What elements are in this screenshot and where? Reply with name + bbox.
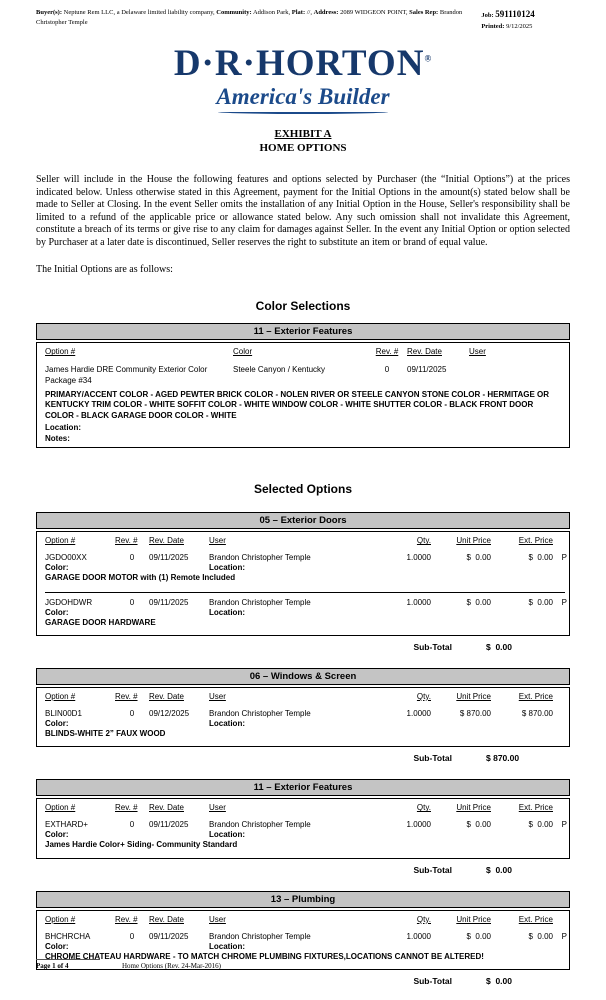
address-value: 2089 WIDGEON POINT, <box>338 9 410 16</box>
row-option-code: JGDOHDWR <box>45 597 93 607</box>
job-label: Job: <box>481 12 496 19</box>
cs-rev-date-value: 09/11/2025 <box>407 365 447 375</box>
header-meta-right <box>481 8 570 31</box>
col-user: User <box>209 914 226 924</box>
color-selections-section-bar: 11 – Exterior Features <box>36 323 570 340</box>
row-rev: 0 <box>129 931 135 941</box>
home-options-title: HOME OPTIONS <box>259 142 347 155</box>
row-unit-price: $ 0.00 <box>466 820 491 830</box>
col-user: User <box>209 691 226 701</box>
intro-paragraph: Seller will include in the House the following features and options selected by Purchaser (the “Initial Options”) at the prices indicated below. Unless otherwise stated in this Agreement, payment for the Initial Options in the amount(s) stated below shall be made to Seller at Closing. In the event Seller omits the installation of any Initial Option in the House, Seller's responsibility shall be limited to a refund of the applicable price or allowance stated below. Any such omission shall not invalidate this Agreement, constitute a breach of its terms or give rise to any claim for damages against Seller. In the event any Initial Option or option selected by Purchaser at a later date is discontinued, Seller reserves the right to substitute an item or brand of equal value. <box>36 174 570 248</box>
row-ext-price: $ 0.00 <box>528 597 553 607</box>
color-label: Color: <box>45 941 69 951</box>
row-user: Brandon Christopher Temple <box>209 820 311 830</box>
row-user: Brandon Christopher Temple <box>209 597 311 607</box>
col-ext-price: Ext. Price <box>518 536 553 546</box>
row-ext-price: $ 0.00 <box>528 931 553 941</box>
location-label: Location: <box>209 830 245 840</box>
col-option: Option # <box>45 914 76 924</box>
footer-page-number: Page 1 of 4 <box>36 962 69 970</box>
address-label: Address: <box>313 9 339 16</box>
section-05-body <box>36 531 570 636</box>
salesrep-label: Sales Rep: <box>409 9 439 16</box>
row-rev: 0 <box>129 597 135 607</box>
row-rev: 0 <box>129 553 135 563</box>
col-ext-price: Ext. Price <box>518 691 553 701</box>
option-row <box>45 927 565 965</box>
color-selections-table <box>36 323 570 448</box>
col-ext-price: Ext. Price <box>518 803 553 813</box>
row-unit-price: $ 0.00 <box>466 931 491 941</box>
plat-label: Plat: <box>291 9 306 16</box>
row-option-code: BHCHRCHA <box>45 931 91 941</box>
logo-tagline: America's Builder <box>216 84 390 110</box>
color-label: Color: <box>45 563 69 573</box>
row-flag <box>553 709 567 718</box>
col-unit-price: Unit Price <box>456 536 491 546</box>
footer-rule <box>36 959 100 960</box>
subtotal-amount: $ 870.00 <box>486 753 520 764</box>
row-qty: 1.0000 <box>406 597 431 607</box>
subtotal-label: Sub-Total <box>413 753 452 764</box>
col-rev: Rev. # <box>115 691 138 701</box>
section-11-column-headers <box>45 802 565 815</box>
row-option-code: JGDO00XX <box>45 553 87 563</box>
col-option: Option # <box>45 347 76 357</box>
community-label: Community: <box>216 9 252 16</box>
row-flag: P <box>561 820 567 830</box>
plat-value: //, <box>305 9 314 16</box>
col-unit-price: Unit Price <box>456 691 491 701</box>
col-qty: Qty. <box>416 691 431 701</box>
col-rev-date: Rev. Date <box>149 536 184 546</box>
col-rev: Rev. # <box>375 347 399 357</box>
selected-options-heading: Selected Options <box>253 482 353 497</box>
printed-label: Printed: <box>481 22 507 30</box>
header-meta <box>36 8 570 31</box>
row-ext-price: $ 870.00 <box>521 708 553 718</box>
row-qty: 1.0000 <box>406 708 431 718</box>
exhibit-title-block <box>36 128 570 154</box>
col-option: Option # <box>45 536 76 546</box>
company-logo <box>36 45 570 114</box>
subtotal-label: Sub-Total <box>413 641 452 652</box>
col-rev: Rev. # <box>115 803 138 813</box>
section-05-subtotal <box>36 642 570 652</box>
row-user: Brandon Christopher Temple <box>209 553 311 563</box>
col-rev: Rev. # <box>115 536 138 546</box>
col-rev-date: Rev. Date <box>149 691 184 701</box>
exhibit-a-title: EXHIBIT A <box>274 128 332 141</box>
location-label: Location: <box>209 718 245 728</box>
section-06-column-headers <box>45 691 565 704</box>
salesrep-value: Brandon Christopher Temple <box>36 9 463 26</box>
row-rev-date: 09/11/2025 <box>149 553 189 563</box>
option-row <box>45 704 565 742</box>
col-rev: Rev. # <box>115 914 138 924</box>
section-06-body <box>36 687 570 747</box>
printed-value: 9/12/2025 <box>506 22 533 30</box>
row-rev: 0 <box>129 708 135 718</box>
cs-location-label: Location: <box>45 423 81 433</box>
footer-doc-revision: Home Options (Rev. 24-Mar-2016) <box>122 962 221 970</box>
subtotal-amount: $ 0.00 <box>486 864 512 875</box>
section-06-subtotal <box>36 753 570 763</box>
location-label: Location: <box>209 941 245 951</box>
section-11-subtotal <box>36 865 570 875</box>
row-unit-price: $ 0.00 <box>466 597 491 607</box>
page-footer <box>36 962 221 970</box>
buyers-label: Buyer(s): <box>36 9 62 16</box>
option-row <box>45 815 565 853</box>
row-description: GARAGE DOOR MOTOR with (1) Remote Included <box>45 573 236 583</box>
row-option-code: BLIN00D1 <box>45 708 82 718</box>
section-06-bar: 06 – Windows & Screen <box>36 668 570 685</box>
color-selections-row <box>45 359 565 388</box>
row-user: Brandon Christopher Temple <box>209 931 311 941</box>
section-11-body <box>36 798 570 858</box>
row-flag: P <box>561 597 567 607</box>
location-label: Location: <box>209 563 245 573</box>
col-unit-price: Unit Price <box>456 803 491 813</box>
row-description: GARAGE DOOR HARDWARE <box>45 617 156 627</box>
row-description: BLINDS-WHITE 2” FAUX WOOD <box>45 728 166 738</box>
col-option: Option # <box>45 691 76 701</box>
subtotal-label: Sub-Total <box>413 976 452 987</box>
subtotal-amount: $ 0.00 <box>486 641 512 652</box>
col-qty: Qty. <box>416 914 431 924</box>
cs-color-value: Steele Canyon / Kentucky <box>233 365 326 375</box>
row-description: James Hardie Color+ Siding- Community Standard <box>45 840 238 850</box>
col-unit-price: Unit Price <box>456 914 491 924</box>
cs-description: PRIMARY/ACCENT COLOR - AGED PEWTER BRICK COLOR - NOLEN RIVER OR STEELE CANYON STONE COLOR - HERMITAGE OR KENTUCKY TRIM COLOR - WHITE SOFFIT COLOR - WHITE WINDOW COLOR - WHITE SHUTTER COLOR - BLACK FRONT DOOR COLOR - BLACK GARAGE DOOR COLOR - WHITE <box>45 390 550 420</box>
row-description: CHROME CHATEAU HARDWARE - TO MATCH CHROME PLUMBING FIXTURES,LOCATIONS CANNOT BE ALTERED! <box>45 951 484 961</box>
options-section-11 <box>36 779 570 874</box>
cs-user-value <box>469 365 567 386</box>
row-ext-price: $ 0.00 <box>528 820 553 830</box>
row-rev-date: 09/12/2025 <box>149 708 190 718</box>
buyers-value: Neptune Rem LLC, a Delaware limited liability company, <box>62 9 217 16</box>
job-number: 591110124 <box>495 9 535 19</box>
cs-rev-value: 0 <box>384 365 390 375</box>
row-rev-date: 09/11/2025 <box>149 597 189 607</box>
row-qty: 1.0000 <box>406 553 431 563</box>
row-rev-date: 09/11/2025 <box>149 820 189 830</box>
color-label: Color: <box>45 718 69 728</box>
col-qty: Qty. <box>416 803 431 813</box>
col-user: User <box>209 803 226 813</box>
color-selections-column-headers <box>45 346 565 359</box>
color-selections-body <box>36 342 570 448</box>
options-section-05 <box>36 512 570 652</box>
option-row <box>45 592 565 631</box>
col-rev-date: Rev. Date <box>149 803 184 813</box>
row-flag: P <box>561 553 567 563</box>
section-05-column-headers <box>45 535 565 548</box>
row-user: Brandon Christopher Temple <box>209 708 311 718</box>
section-13-bar: 13 – Plumbing <box>36 891 570 908</box>
row-qty: 1.0000 <box>406 931 431 941</box>
row-unit-price: $ 0.00 <box>466 553 491 563</box>
col-option: Option # <box>45 803 76 813</box>
logo-text: D·R·HORTON <box>173 43 425 85</box>
col-qty: Qty. <box>416 536 431 546</box>
col-color: Color <box>233 347 253 357</box>
color-selections-heading: Color Selections <box>255 299 351 314</box>
col-rev-date: Rev. Date <box>149 914 184 924</box>
subtotal-label: Sub-Total <box>413 864 452 875</box>
options-section-06 <box>36 668 570 763</box>
section-05-bar: 05 – Exterior Doors <box>36 512 570 529</box>
section-13-column-headers <box>45 914 565 927</box>
row-ext-price: $ 0.00 <box>528 553 553 563</box>
option-row <box>45 548 565 586</box>
row-flag: P <box>561 931 567 941</box>
col-ext-price: Ext. Price <box>518 914 553 924</box>
logo-wordmark <box>36 43 570 85</box>
header-meta-left <box>36 8 481 31</box>
color-label: Color: <box>45 607 69 617</box>
color-label: Color: <box>45 830 69 840</box>
location-label: Location: <box>209 607 245 617</box>
subtotal-amount: $ 0.00 <box>486 976 512 987</box>
section-13-subtotal <box>36 976 570 986</box>
cs-notes-label: Notes: <box>45 434 70 444</box>
section-11-bar: 11 – Exterior Features <box>36 779 570 796</box>
logo-flourish <box>218 110 388 114</box>
community-value: Addison Park, <box>251 9 292 16</box>
col-user: User <box>469 347 486 357</box>
col-user: User <box>209 536 226 546</box>
row-rev-date: 09/11/2025 <box>149 931 189 941</box>
row-option-code: EXTHARD+ <box>45 820 88 830</box>
cs-option-value: James Hardie DRE Community Exterior Color Package #34 <box>45 365 208 385</box>
intro-follows: The Initial Options are as follows: <box>36 264 173 276</box>
options-section-13 <box>36 891 570 986</box>
row-rev: 0 <box>129 820 135 830</box>
row-qty: 1.0000 <box>406 820 431 830</box>
registered-mark: ® <box>424 53 433 64</box>
col-rev-date: Rev. Date <box>407 347 442 357</box>
row-unit-price: $ 870.00 <box>459 708 491 718</box>
